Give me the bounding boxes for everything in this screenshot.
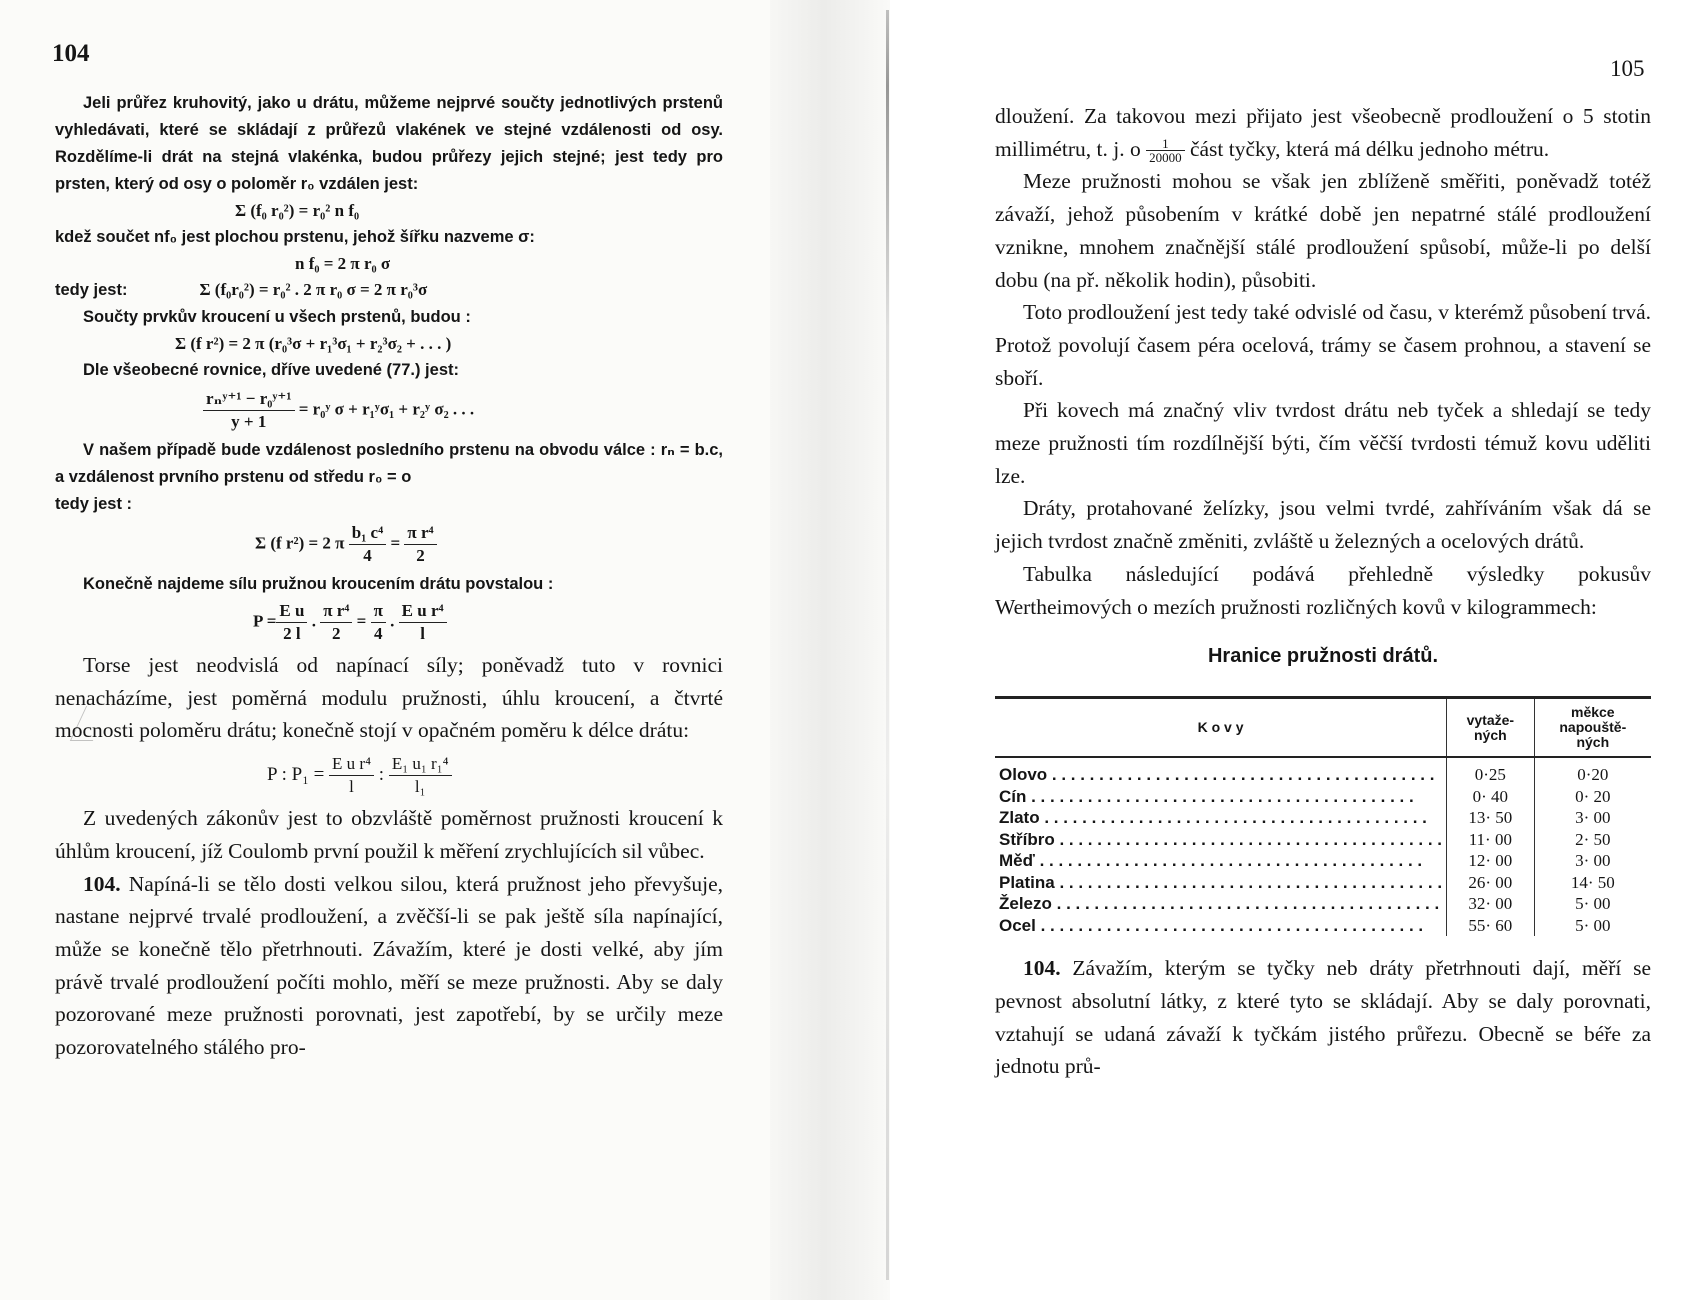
numerator: E u r⁴ [399,600,447,623]
col-header-drawn: vytaže- ných [1447,698,1535,758]
equation: Σ (f r²) = 2 π (r₀³σ + r₁³σ₁ + r₂³σ₂ + . . . ) [175,334,452,353]
text: V našem případě bude vzdálenost posledního prstenu na obvodu válce : [83,441,656,459]
page-number: 104 [52,40,90,67]
numerator: E u [276,600,307,623]
numerator: rₙʸ⁺¹ − r₀ʸ⁺¹ [203,388,295,411]
annealed-value: 3· 00 [1534,807,1651,829]
equation: Σ (f₀ r₀²) = r₀² n f₀ [235,201,360,220]
paragraph [995,952,1651,1083]
equation-lhs: Σ (f r²) = 2 π [255,533,345,553]
annealed-value: 3· 00 [1534,850,1651,872]
equation: n f₀ = 2 π r₀ σ [295,254,391,273]
table-row [995,872,1651,894]
paragraph: Z uvedených zákonův jest to obzvláště poměrnost pružnosti kroucení k úhlům kroucení, jíž Coulomb první použil k měření zrychlujících sil vůbec. [55,806,723,863]
table-row [995,757,1651,786]
metal-name: Cín . . . [995,786,1447,808]
text: rₙ = b.c, [660,441,723,459]
paragraph: Konečně najdeme sílu pružnou kroucením drátu povstalou : [83,575,554,593]
paragraph: Meze pružnosti mohou se však jen zblíženě směřiti, poněvadž totéž závaží, jehož působením v krátké době jen nepatrné stálé prodloužení vznikne, mnohem značnější stálé prodloužení spůsobí, může-li po delší dobu (na př. několik hodin), působiti. [995,169,1651,292]
metal-name: Měď . . . [995,850,1447,872]
denominator: 20000 [1149,150,1182,166]
denominator: l₁ [414,777,426,797]
numerator: E₁ u₁ r₁⁴ [389,753,452,776]
metal-name: Olovo . . . [995,757,1447,786]
paragraph [995,100,1651,165]
table-row [995,786,1651,808]
numerator: E u r⁴ [329,753,374,776]
numerator: b₁ c⁴ [349,522,386,545]
metal-name: Železo . . . [995,893,1447,915]
drawn-value: 12· 00 [1447,850,1535,872]
metal-name: Zlato . . . [995,807,1447,829]
col-header-annealed: měkce napouště- ných [1534,698,1651,758]
paragraph: kdež součet nf₀ jest plochou prstenu, jehož šířku nazveme σ: [55,228,535,246]
paragraph [55,868,723,1064]
table-title: Hranice pružnosti drátů. [1207,645,1439,668]
denominator: 2 [332,624,341,643]
right-text-column [995,100,1651,1083]
drawn-value: 11· 00 [1447,829,1535,851]
drawn-value: 13· 50 [1447,807,1535,829]
paragraph: Torse jest neodvislá od napínací síly; poněvadž tuto v rovnici nenacházíme, jest poměrná modulu pružnosti, úhlu kroucení, a čtvrté mocnosti poloměru drátu; konečně stojí v opačném poměru k délce drátu: [55,653,723,743]
table-body [995,757,1651,936]
equation-lhs: P : P₁ = [267,763,325,785]
left-text-column [55,90,723,1064]
text: Závažím, kterým se tyčky neb dráty přetrhnouti dají, měří se pevnost absolutní látky, z které tyto se skládají. Aby se daly porovnati, vztahují se udaná závaží k tyčkám jistého průřezu. Obecně se béře za jednotu prů- [995,956,1652,1079]
equation: Σ (f r²) = 2 π $\frac{\text{b₁ c⁴}}{4}$ = $\frac{\text{π r⁴}}{2}$ [55,522,723,567]
col-header-metal: K o v y [995,698,1447,758]
table-row [995,915,1651,937]
equation: P : P₁ = $\frac{\text{E u r⁴}}{l}$ : $\frac{\text{E₁ u₁ r₁⁴}}{\text{l₁}}$ [55,753,723,798]
denominator: 4 [363,546,372,565]
paragraph: Jeli průřez kruhovitý, jako u drátu, můžeme nejprvé součty jednotlivých prstenů vyhledávati, které se skládají z průřezů vlakének ve stejné vzdálenosti od osy. Rozdělíme-li drát na stejná vlakénka, budou průřezy jejich stejné; jest tedy pro prsten, který od osy o poloměr r₀ vzdálen jest: [55,94,723,193]
paragraph: Součty prvkův kroucení u všech prstenů, budou : [83,308,471,326]
drawn-value: 26· 00 [1447,872,1535,894]
table-row [995,807,1651,829]
denominator: 4 [374,624,383,643]
paragraph: Tabulka následující podává přehledně výsledky pokusův Wertheimových o mezích pružnosti rozličných kovů v kilogrammech: [995,561,1651,619]
denominator: l [349,777,354,797]
section-number: 104. [1023,956,1061,981]
paragraph: Při kovech má značný vliv tvrdost drátu neb tyček a shledají se tedy meze pružnosti tím rozdílnější býti, čím věčší tvrdosti témuž kovu uděliti lze. [995,398,1651,488]
paragraph: Dráty, protahované želízky, jsou velmi tvrdé, zahříváním však dá se jejich tvrdost značně změniti, zvláště u železných a ocelových drátů. [995,496,1651,554]
text: Napíná-li se tělo dosti velkou silou, která pružnost jeho převyšuje, nastane nejprvé trvalé prodloužení, a zvěčší-li se pak ještě síla napínající, může se konečně tělo přetrhnouti. Závažím, které je dosti velké, aby jím právě trvalé prodloužení počíti mohlo, měří se meze pružnosti. Aby se daly pozorované meze pružnosti porovnati, jest zapotřebí, by se určily meze pozorovatelného stálého pro- [55,871,723,1060]
numerator: π r⁴ [404,522,436,545]
table-row [995,829,1651,851]
drawn-value: 55· 60 [1447,915,1535,937]
text: a vzdálenost prvního prstenu od středu r₀ = o [55,468,412,486]
table-header-row [995,698,1651,758]
text: dloužení. Za takovou mezi přijato jest všeobecně prodloužení o 5 stotin millimétru, t. j. o [995,104,1651,161]
numerator: π [371,600,386,623]
page-number: 105 [1610,56,1645,81]
annealed-value: 5· 00 [1534,893,1651,915]
equation: Σ (f₀r₀²) = r₀² . 2 π r₀ σ = 2 π r₀³σ [199,280,428,299]
denominator: y + 1 [231,412,267,431]
denominator: l [420,624,425,643]
paragraph [55,437,723,491]
drawn-value: 32· 00 [1447,893,1535,915]
table-row [995,893,1651,915]
drawn-value: 0· 40 [1447,786,1535,808]
table-row [995,850,1651,872]
equation: P = $\frac{\text{E u}}{2 l}$ . $\frac{\text{π r⁴}}{2}$ = $\frac{\pi}{4}$ . $\frac{\text{E u r⁴}}{l}$ [55,600,723,645]
annealed-value: 0·20 [1534,757,1651,786]
section-number: 104. [83,871,121,896]
numerator: π r⁴ [320,600,352,623]
paragraph: tedy jest : [55,495,133,513]
paragraph: Dle všeobecné rovnice, dříve uvedené (77.) jest: [83,361,459,379]
annealed-value: 0· 20 [1534,786,1651,808]
annealed-value: 5· 00 [1534,915,1651,937]
left-page [0,0,775,1300]
equation [55,388,723,433]
metal-name: Platina . . . [995,872,1447,894]
paragraph: Toto prodloužení jest tedy také odvislé od času, v kterémž působení trvá. Protož povolují časem péra ocelová, trámy se časem prohnou, a stavení se sboří. [995,300,1651,390]
metal-name: Ocel . . . [995,915,1447,937]
denominator: 2 l [283,624,301,643]
equation-lhs: P = [253,611,277,631]
elasticity-table [995,696,1651,936]
numerator: 1 [1146,137,1185,151]
annealed-value: 14· 50 [1534,872,1651,894]
equation-line [55,277,723,304]
drawn-value: 0·25 [1447,757,1535,786]
equation-rhs: = r₀ʸ σ + r₁ʸσ₁ + r₂ʸ σ₂ . . . [298,399,475,419]
label: tedy jest: [55,281,128,299]
metal-name: Stříbro . . . [995,829,1447,851]
text: část tyčky, která má délku jednoho métru. [1189,136,1550,161]
denominator: 2 [416,546,425,565]
annealed-value: 2· 50 [1534,829,1651,851]
